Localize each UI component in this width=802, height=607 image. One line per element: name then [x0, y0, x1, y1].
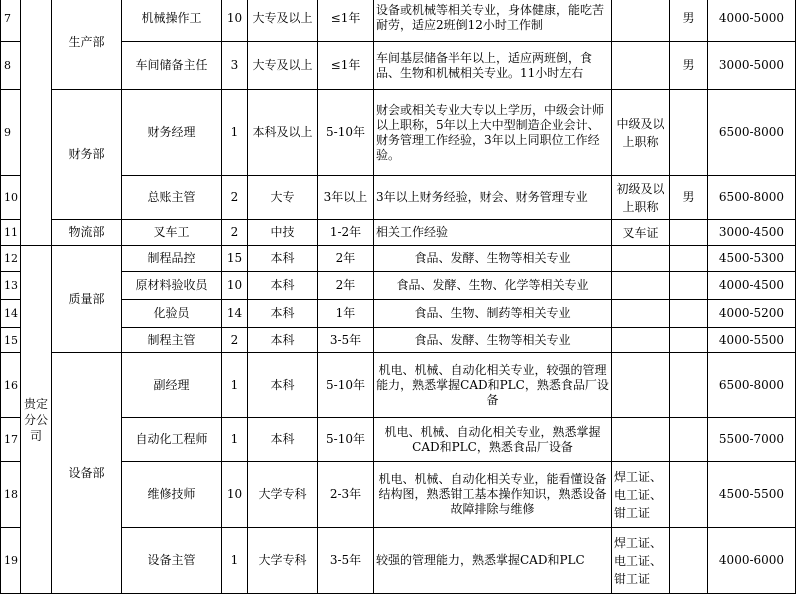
gender-cell: 男 — [670, 42, 708, 90]
qualification-cell — [612, 246, 670, 272]
dept-cell: 设备部 — [52, 353, 122, 594]
experience-cell: ≤1年 — [318, 0, 374, 42]
count-cell: 2 — [222, 328, 248, 353]
requirements-cell: 食品、生物、制药等相关专业 — [374, 300, 612, 328]
row-number: 13 — [1, 272, 21, 300]
experience-cell: ≤1年 — [318, 42, 374, 90]
salary-cell: 3000-4500 — [708, 220, 796, 246]
salary-cell: 4500-5300 — [708, 246, 796, 272]
row-number: 9 — [1, 90, 21, 176]
qualification-cell — [612, 328, 670, 353]
salary-cell: 6500-8000 — [708, 353, 796, 418]
experience-cell: 1年 — [318, 300, 374, 328]
count-cell: 14 — [222, 300, 248, 328]
position-cell: 原材料验收员 — [122, 272, 222, 300]
table-row — [1, 220, 796, 246]
gender-cell: 男 — [670, 176, 708, 220]
company-cell: 贵定分公司 — [21, 246, 52, 594]
education-cell: 大专 — [248, 176, 318, 220]
count-cell: 3 — [222, 42, 248, 90]
requirements-cell: 设备或机械等相关专业，身体健康，能吃苦耐劳，适应2班倒12小时工作制 — [374, 0, 612, 42]
company-cell-top — [21, 0, 52, 246]
requirements-cell: 相关工作经验 — [374, 220, 612, 246]
requirements-cell: 食品、发酵、生物、化学等相关专业 — [374, 272, 612, 300]
education-cell: 大学专科 — [248, 528, 318, 594]
salary-cell: 3000-5000 — [708, 42, 796, 90]
gender-cell — [670, 90, 708, 176]
education-cell: 本科及以上 — [248, 90, 318, 176]
dept-cell: 质量部 — [52, 246, 122, 353]
gender-cell — [670, 353, 708, 418]
dept-cell: 财务部 — [52, 90, 122, 220]
gender-cell — [670, 300, 708, 328]
requirements-cell: 车间基层储备半年以上，适应两班倒，食品、生物和机械相关专业。11小时左右 — [374, 42, 612, 90]
count-cell: 1 — [222, 90, 248, 176]
row-number: 14 — [1, 300, 21, 328]
experience-cell: 3-5年 — [318, 528, 374, 594]
row-number: 10 — [1, 176, 21, 220]
experience-cell: 3-5年 — [318, 328, 374, 353]
gender-cell — [670, 462, 708, 528]
row-number: 18 — [1, 462, 21, 528]
salary-cell: 4500-5500 — [708, 462, 796, 528]
position-cell: 制程主管 — [122, 328, 222, 353]
qualification-cell: 叉车证 — [612, 220, 670, 246]
gender-cell: 男 — [670, 0, 708, 42]
table-row — [1, 353, 796, 418]
requirements-cell: 机电、机械、自动化相关专业，熟悉掌握CAD和PLC，熟悉食品厂设备 — [374, 418, 612, 462]
education-cell: 中技 — [248, 220, 318, 246]
salary-cell: 4000-5500 — [708, 328, 796, 353]
count-cell: 1 — [222, 353, 248, 418]
experience-cell: 5-10年 — [318, 418, 374, 462]
row-number: 12 — [1, 246, 21, 272]
table-row — [1, 90, 796, 176]
row-number: 8 — [1, 42, 21, 90]
position-cell: 机械操作工 — [122, 0, 222, 42]
requirements-cell: 3年以上财务经验，财会、财务管理专业 — [374, 176, 612, 220]
education-cell: 本科 — [248, 328, 318, 353]
qualification-cell — [612, 0, 670, 42]
qualification-cell: 中级及以上职称 — [612, 90, 670, 176]
education-cell: 大专及以上 — [248, 42, 318, 90]
position-cell: 叉车工 — [122, 220, 222, 246]
experience-cell: 5-10年 — [318, 353, 374, 418]
count-cell: 2 — [222, 220, 248, 246]
qualification-cell — [612, 42, 670, 90]
requirements-cell: 食品、发酵、生物等相关专业 — [374, 328, 612, 353]
row-number: 19 — [1, 528, 21, 594]
qualification-cell: 初级及以上职称 — [612, 176, 670, 220]
experience-cell: 3年以上 — [318, 176, 374, 220]
education-cell: 本科 — [248, 246, 318, 272]
table-row — [1, 246, 796, 272]
dept-cell: 生产部 — [52, 0, 122, 90]
row-number: 15 — [1, 328, 21, 353]
position-cell: 车间储备主任 — [122, 42, 222, 90]
qualification-cell: 焊工证、电工证、钳工证 — [612, 462, 670, 528]
salary-cell: 6500-8000 — [708, 90, 796, 176]
qualification-cell — [612, 353, 670, 418]
count-cell: 1 — [222, 418, 248, 462]
experience-cell: 2年 — [318, 246, 374, 272]
row-number: 11 — [1, 220, 21, 246]
count-cell: 10 — [222, 462, 248, 528]
position-cell: 化验员 — [122, 300, 222, 328]
qualification-cell: 焊工证、电工证、钳工证 — [612, 528, 670, 594]
salary-cell: 5500-7000 — [708, 418, 796, 462]
position-cell: 维修技师 — [122, 462, 222, 528]
qualification-cell — [612, 272, 670, 300]
requirements-cell: 食品、发酵、生物等相关专业 — [374, 246, 612, 272]
education-cell: 大学专科 — [248, 462, 318, 528]
position-cell: 制程品控 — [122, 246, 222, 272]
position-cell: 设备主管 — [122, 528, 222, 594]
count-cell: 10 — [222, 272, 248, 300]
gender-cell — [670, 246, 708, 272]
experience-cell: 2-3年 — [318, 462, 374, 528]
gender-cell — [670, 328, 708, 353]
gender-cell — [670, 528, 708, 594]
experience-cell: 5-10年 — [318, 90, 374, 176]
gender-cell — [670, 418, 708, 462]
salary-cell: 4000-5000 — [708, 0, 796, 42]
qualification-cell — [612, 300, 670, 328]
count-cell: 1 — [222, 528, 248, 594]
requirements-cell: 较强的管理能力，熟悉掌握CAD和PLC — [374, 528, 612, 594]
requirements-cell: 机电、机械、自动化相关专业，较强的管理能力，熟悉掌握CAD和PLC，熟悉食品厂设备 — [374, 353, 612, 418]
requirements-cell: 机电、机械、自动化相关专业，能看懂设备结构图，熟悉钳工基本操作知识，熟悉设备故障排除与维修 — [374, 462, 612, 528]
salary-cell: 4000-5200 — [708, 300, 796, 328]
qualification-cell — [612, 418, 670, 462]
salary-cell: 4000-4500 — [708, 272, 796, 300]
salary-cell: 4000-6000 — [708, 528, 796, 594]
row-number: 16 — [1, 353, 21, 418]
education-cell: 本科 — [248, 353, 318, 418]
position-cell: 总账主管 — [122, 176, 222, 220]
row-number: 17 — [1, 418, 21, 462]
experience-cell: 1-2年 — [318, 220, 374, 246]
education-cell: 本科 — [248, 418, 318, 462]
requirements-cell: 财会或相关专业大专以上学历，中级会计师以上职称，5年以上大中型制造企业会计、财务管理工作经验，3年以上同职位工作经验。 — [374, 90, 612, 176]
position-cell: 自动化工程师 — [122, 418, 222, 462]
salary-cell: 6500-8000 — [708, 176, 796, 220]
position-cell: 财务经理 — [122, 90, 222, 176]
count-cell: 10 — [222, 0, 248, 42]
count-cell: 15 — [222, 246, 248, 272]
count-cell: 2 — [222, 176, 248, 220]
education-cell: 大专及以上 — [248, 0, 318, 42]
table-row — [1, 0, 796, 42]
education-cell: 本科 — [248, 272, 318, 300]
position-cell: 副经理 — [122, 353, 222, 418]
experience-cell: 2年 — [318, 272, 374, 300]
education-cell: 本科 — [248, 300, 318, 328]
gender-cell — [670, 220, 708, 246]
row-number: 7 — [1, 0, 21, 42]
gender-cell — [670, 272, 708, 300]
dept-cell: 物流部 — [52, 220, 122, 246]
